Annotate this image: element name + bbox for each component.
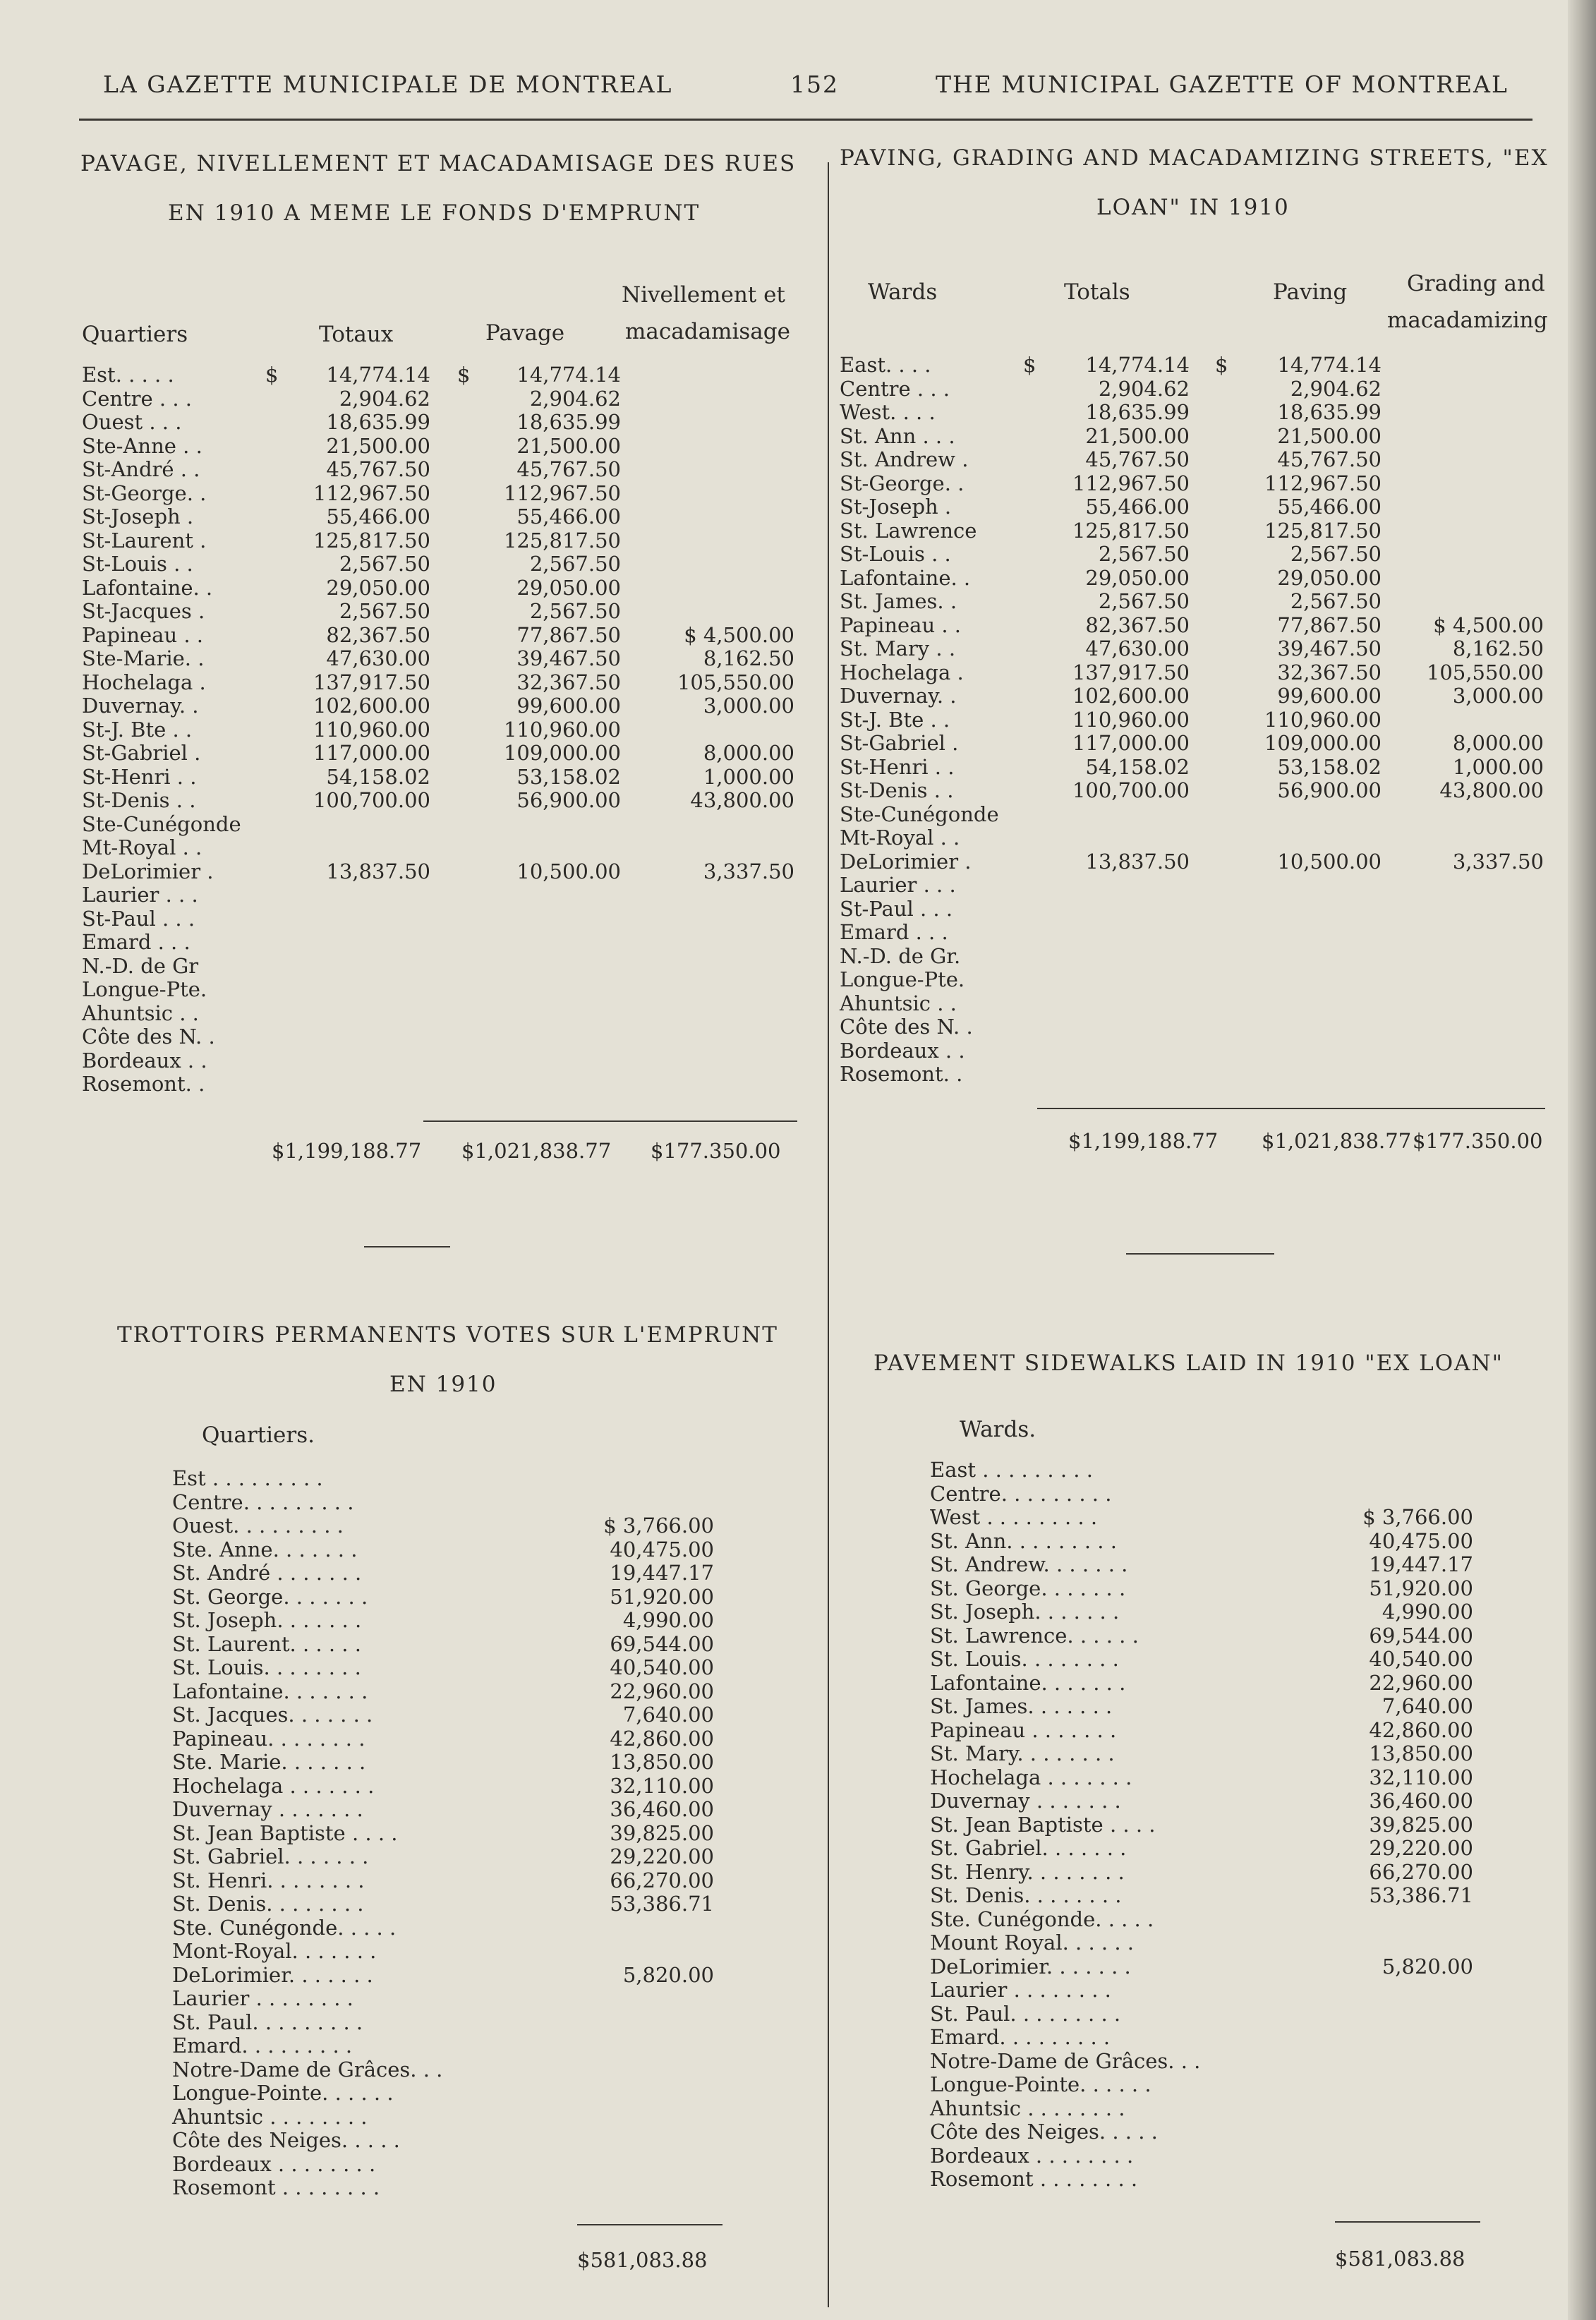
sidewalks-fr-total-rule (577, 2224, 723, 2225)
cell-total: 13,837.50 (1085, 849, 1190, 874)
ward-name: St. James. . (840, 589, 957, 613)
ward-name: St. Gabriel. . . . . . . (172, 1844, 369, 1868)
cell-amount: 13,850.00 (1369, 1741, 1473, 1765)
ward-name: St. Joseph. . . . . . . (930, 1600, 1120, 1624)
cell-total: 112,967.50 (313, 481, 430, 505)
ward-name: Ouest . . . (82, 410, 182, 434)
ward-name: St-Gabriel . (840, 731, 959, 755)
col-grad-1: Grading and (1407, 271, 1545, 296)
cell-amount: 22,960.00 (610, 1679, 714, 1703)
ward-name: Longue-Pointe. . . . . . (172, 2081, 394, 2105)
column-divider (828, 162, 829, 2307)
cell-total: 137,917.50 (1072, 660, 1190, 684)
cell-amount: 53,386.71 (610, 1892, 714, 1916)
col-pavage: Pavage (485, 320, 565, 346)
ward-name: St-Joseph . (82, 505, 194, 528)
ward-name: DeLorimier. . . . . . . (172, 1962, 373, 1987)
cell-total: 14,774.14 (1085, 353, 1190, 377)
cell-amount: 4,990.00 (1382, 1600, 1473, 1624)
ward-name: Laurier . . . . . . . . (172, 1986, 353, 2010)
cell-total: 47,630.00 (326, 646, 430, 670)
cell-total: 102,600.00 (313, 694, 430, 718)
cell-amount: 19,447.17 (610, 1561, 714, 1585)
cell-total: 29,050.00 (1085, 565, 1190, 590)
cell-total: 2,904.62 (339, 386, 430, 411)
ward-name: Centre. . . . . . . . . (172, 1490, 354, 1514)
sidewalks-fr-title-1: TROTTOIRS PERMANENTS VOTES SUR L'EMPRUNT (117, 1322, 778, 1348)
ward-name: Côte des Neiges. . . . . (172, 2128, 400, 2152)
cell-grading: 8,162.50 (1452, 636, 1544, 660)
ward-name: Laurier . . . (840, 873, 956, 897)
ward-name: St-Paul . . . (82, 906, 195, 931)
ward-name: St-Laurent . (82, 528, 207, 552)
ward-name: St. Denis. . . . . . . . (930, 1883, 1122, 1907)
cell-total: 82,367.50 (1085, 612, 1190, 637)
ward-name: West. . . . (840, 400, 936, 424)
cell-paving: 77,867.50 (1277, 612, 1382, 637)
cell-total: 2,567.50 (339, 599, 430, 623)
cell-amount: 19,447.17 (1369, 1552, 1473, 1576)
dollar-sign: $ (457, 363, 471, 387)
paving-fr-total-pavage: $1,021,838.77 (461, 1139, 612, 1163)
ward-name: Notre-Dame de Grâces. . . (172, 2057, 443, 2082)
cell-amount: $ 3,766.00 (1362, 1505, 1473, 1529)
cell-pavage: 77,867.50 (516, 622, 621, 647)
ward-name: St-Paul . . . (840, 896, 953, 921)
ward-name: St. Lawrence (840, 518, 977, 543)
ward-name: Ste-Cunégonde (840, 802, 999, 826)
ward-name: Est. . . . . (82, 363, 174, 387)
cell-amount: 51,920.00 (1369, 1576, 1473, 1600)
header-right: THE MUNICIPAL GAZETTE OF MONTREAL (936, 71, 1509, 98)
cell-amount: 13,850.00 (610, 1750, 714, 1774)
paving-fr-title-1: PAVAGE, NIVELLEMENT ET MACADAMISAGE DES RUES (80, 151, 797, 176)
cell-paving: 112,967.50 (1264, 471, 1382, 495)
cell-amount: 42,860.00 (1369, 1717, 1473, 1742)
cell-amount: 66,270.00 (1369, 1859, 1473, 1884)
ward-name: Ahuntsic . . . . . . . . (930, 2096, 1125, 2120)
cell-amount: 40,475.00 (610, 1537, 714, 1561)
ward-name: Ste. Anne. . . . . . . (172, 1537, 358, 1561)
col-niv-2: macadamisage (625, 319, 790, 344)
ward-name: Rosemont. . (840, 1062, 963, 1086)
ward-name: Emard . . . (82, 930, 191, 954)
cell-total: 125,817.50 (1072, 518, 1190, 543)
paving-fr-total-rule (423, 1120, 797, 1122)
ward-name: St. Henri. . . . . . . . (172, 1868, 365, 1892)
cell-total: 29,050.00 (326, 575, 430, 600)
ward-name: Bordeaux . . (82, 1048, 207, 1073)
cell-amount: 29,220.00 (1369, 1836, 1473, 1860)
cell-amount: 39,825.00 (1369, 1812, 1473, 1837)
ward-name: St-Henri . . (82, 764, 197, 789)
col-totals: Totals (1064, 279, 1130, 305)
ward-name: St-André . . (82, 457, 200, 481)
ward-name: Laurier . . . . . . . . (930, 1978, 1111, 2002)
cell-amount: 40,540.00 (1369, 1647, 1473, 1671)
col-quartiers: Quartiers (82, 322, 188, 347)
cell-total: 2,567.50 (339, 552, 430, 576)
ward-name: St. George. . . . . . . (930, 1576, 1126, 1600)
cell-pavage: 14,774.14 (516, 363, 621, 387)
cell-amount: 51,920.00 (610, 1584, 714, 1609)
ward-name: St-Joseph . (840, 495, 952, 519)
cell-total: 18,635.99 (326, 410, 430, 434)
ward-name: Ouest. . . . . . . . . (172, 1514, 344, 1537)
cell-grading: 3,337.50 (1452, 849, 1544, 874)
page-number: 152 (790, 71, 839, 98)
cell-total: 2,904.62 (1098, 376, 1190, 401)
dollar-sign: $ (265, 363, 279, 387)
cell-paving: 21,500.00 (1277, 423, 1382, 448)
cell-pavage: 99,600.00 (516, 694, 621, 718)
cell-total: 54,158.02 (326, 764, 430, 789)
sidewalks-en-total: $581,083.88 (1335, 2247, 1465, 2271)
cell-total: 54,158.02 (1085, 754, 1190, 779)
ward-name: Ahuntsic . . (840, 991, 957, 1015)
ward-name: Centre. . . . . . . . . (930, 1481, 1112, 1506)
ward-name: West . . . . . . . . . (930, 1505, 1098, 1529)
cell-paving: 125,817.50 (1264, 518, 1382, 543)
cell-amount: 32,110.00 (610, 1773, 714, 1798)
ward-name: Ste-Marie. . (82, 646, 205, 670)
paving-en-title-2: LOAN" IN 1910 (1096, 195, 1290, 220)
cell-paving: 110,960.00 (1264, 707, 1382, 732)
cell-total: 117,000.00 (1072, 731, 1190, 755)
cell-paving: 18,635.99 (1277, 400, 1382, 424)
cell-total: 2,567.50 (1098, 542, 1190, 566)
cell-nivellement: $ 4,500.00 (684, 622, 794, 647)
dollar-sign: $ (1023, 353, 1036, 377)
section-separator-en (1126, 1253, 1274, 1255)
ward-name: Longue-Pointe. . . . . . (930, 2072, 1151, 2096)
paving-fr-total-niv: $177.350.00 (651, 1139, 781, 1163)
ward-name: St. Louis. . . . . . . . (172, 1655, 361, 1679)
ward-name: Ste. Marie. . . . . . . (172, 1750, 366, 1774)
cell-grading: 8,000.00 (1452, 731, 1544, 755)
cell-paving: 32,367.50 (1277, 660, 1382, 684)
paving-en-title-1: PAVING, GRADING AND MACADAMIZING STREETS, "EX (840, 145, 1549, 171)
cell-grading: 1,000.00 (1452, 754, 1544, 779)
cell-paving: 39,467.50 (1277, 636, 1382, 660)
col-paving: Paving (1273, 279, 1348, 305)
cell-amount: 40,540.00 (610, 1655, 714, 1679)
cell-pavage: 125,817.50 (503, 528, 621, 552)
ward-name: St. Jean Baptiste . . . . (930, 1812, 1156, 1837)
ward-name: Hochelaga . (840, 660, 964, 684)
cell-total: 13,837.50 (326, 859, 430, 883)
cell-grading: $ 4,500.00 (1433, 612, 1544, 637)
header-rule (79, 119, 1532, 121)
cell-pavage: 32,367.50 (516, 670, 621, 694)
cell-total: 47,630.00 (1085, 636, 1190, 660)
cell-pavage: 18,635.99 (516, 410, 621, 434)
ward-name: St. Mary. . . . . . . . (930, 1741, 1115, 1765)
ward-name: St. Lawrence. . . . . . (930, 1623, 1139, 1648)
ward-name: Mt-Royal . . (840, 826, 960, 850)
ward-name: St-Louis . . (82, 552, 193, 576)
ward-name: East . . . . . . . . . (930, 1458, 1093, 1482)
cell-total: 55,466.00 (1085, 495, 1190, 519)
cell-nivellement: 8,162.50 (703, 646, 794, 670)
ward-name: Hochelaga . . . . . . . (930, 1765, 1132, 1789)
cell-amount: 5,820.00 (1382, 1954, 1473, 1978)
ward-name: Bordeaux . . . . . . . . (930, 2143, 1134, 2168)
ward-name: Longue-Pte. (840, 967, 965, 991)
cell-paving: 55,466.00 (1277, 495, 1382, 519)
ward-name: St-Denis . . (82, 788, 196, 812)
cell-total: 102,600.00 (1072, 684, 1190, 708)
cell-amount: 4,990.00 (622, 1608, 714, 1632)
cell-total: 137,917.50 (313, 670, 430, 694)
cell-nivellement: 43,800.00 (690, 788, 794, 812)
ward-name: Papineau. . . . . . . . (172, 1726, 365, 1751)
ward-name: Mont-Royal. . . . . . . (172, 1939, 377, 1963)
cell-amount: 39,825.00 (610, 1820, 714, 1845)
ward-name: Duvernay . . . . . . . (172, 1797, 363, 1821)
ward-name: Côte des N. . (82, 1025, 215, 1049)
ward-name: Hochelaga . (82, 670, 206, 694)
ward-name: Papineau . . (82, 622, 204, 647)
ward-name: St. Paul. . . . . . . . . (172, 2010, 363, 2034)
cell-pavage: 112,967.50 (503, 481, 621, 505)
cell-amount: 53,386.71 (1369, 1883, 1473, 1907)
ward-name: DeLorimier . (840, 849, 972, 874)
ward-name: Papineau . . . . . . . (930, 1717, 1117, 1742)
cell-total: 112,967.50 (1072, 471, 1190, 495)
ward-name: Duvernay. . (840, 684, 957, 708)
cell-total: 14,774.14 (326, 363, 430, 387)
ward-name: St. Joseph. . . . . . . (172, 1608, 362, 1632)
cell-pavage: 2,904.62 (529, 386, 621, 411)
ward-name: St-J. Bte . . (82, 717, 193, 742)
cell-paving: 99,600.00 (1277, 684, 1382, 708)
dollar-sign: $ (1215, 353, 1228, 377)
cell-total: 117,000.00 (313, 741, 430, 765)
cell-total: 82,367.50 (326, 622, 430, 647)
col-niv-1: Nivellement et (622, 282, 785, 308)
ward-name: Lafontaine. . . . . . . (172, 1679, 368, 1703)
cell-paving: 45,767.50 (1277, 447, 1382, 471)
cell-grading: 43,800.00 (1439, 778, 1544, 802)
paving-fr-total-totaux: $1,199,188.77 (272, 1139, 422, 1163)
cell-total: 100,700.00 (1072, 778, 1190, 802)
paving-fr-title-2: EN 1910 A MEME LE FONDS D'EMPRUNT (168, 200, 701, 226)
cell-nivellement: 105,550.00 (677, 670, 794, 694)
cell-pavage: 29,050.00 (516, 575, 621, 600)
ward-name: Duvernay. . (82, 694, 199, 718)
cell-pavage: 2,567.50 (529, 599, 621, 623)
ward-name: St. Denis. . . . . . . . (172, 1892, 364, 1916)
cell-amount: 7,640.00 (622, 1703, 714, 1727)
ward-name: Ste-Cunégonde (82, 811, 241, 836)
ward-name: Duvernay . . . . . . . (930, 1789, 1121, 1813)
cell-paving: 53,158.02 (1277, 754, 1382, 779)
ward-name: Rosemont . . . . . . . . (930, 2167, 1138, 2191)
cell-pavage: 21,500.00 (516, 433, 621, 458)
col-totaux: Totaux (319, 322, 394, 347)
section-separator-fr (364, 1246, 450, 1247)
ward-name: St-Louis . . (840, 542, 951, 566)
ward-name: Rosemont . . . . . . . . (172, 2175, 380, 2199)
ward-name: East. . . . (840, 353, 931, 377)
col-wards: Wards (868, 279, 938, 305)
ward-name: Notre-Dame de Grâces. . . (930, 2048, 1201, 2073)
cell-paving: 10,500.00 (1277, 849, 1382, 874)
ward-name: Hochelaga . . . . . . . (172, 1773, 375, 1798)
ward-name: St. Henry. . . . . . . . (930, 1859, 1125, 1884)
sidewalks-en-title: PAVEMENT SIDEWALKS LAID IN 1910 "EX LOAN" (873, 1351, 1504, 1376)
ward-name: Emard . . . (840, 920, 948, 944)
cell-nivellement: 3,000.00 (703, 694, 794, 718)
cell-pavage: 39,467.50 (516, 646, 621, 670)
cell-nivellement: 3,337.50 (703, 859, 794, 883)
ward-name: Emard. . . . . . . . . (930, 2025, 1111, 2049)
ward-name: Laurier . . . (82, 883, 198, 907)
cell-amount: 69,544.00 (610, 1631, 714, 1656)
ward-name: Centre . . . (840, 376, 950, 401)
cell-amount: 66,270.00 (610, 1868, 714, 1892)
ward-name: Côte des Neiges. . . . . (930, 2120, 1158, 2144)
ward-name: Emard. . . . . . . . . (172, 2034, 353, 2058)
cell-paving: 56,900.00 (1277, 778, 1382, 802)
page-edge-shadow (1568, 0, 1596, 2320)
ward-name: Mt-Royal . . (82, 835, 202, 859)
ward-name: Lafontaine. . (840, 565, 971, 590)
ward-name: Ste. Cunégonde. . . . . (172, 1915, 397, 1940)
cell-amount: 29,220.00 (610, 1844, 714, 1868)
ward-name: N.-D. de Gr (82, 953, 199, 978)
ward-name: St. Ann . . . (840, 423, 955, 448)
ward-name: Papineau . . (840, 612, 962, 637)
cell-paving: 29,050.00 (1277, 565, 1382, 590)
ward-name: St. Jacques. . . . . . . (172, 1703, 373, 1727)
paving-en-total-grad: $177.350.00 (1413, 1129, 1543, 1153)
ward-name: Ste. Cunégonde. . . . . (930, 1907, 1154, 1931)
ward-name: St-George. . (840, 471, 965, 495)
paving-en-total-totals: $1,199,188.77 (1068, 1129, 1219, 1153)
ward-name: Lafontaine. . (82, 575, 213, 600)
cell-total: 55,466.00 (326, 505, 430, 528)
cell-nivellement: 8,000.00 (703, 741, 794, 765)
cell-paving: 2,567.50 (1290, 542, 1382, 566)
ward-name: St-J. Bte . . (840, 707, 950, 732)
sidewalks-fr-title-2: EN 1910 (389, 1372, 497, 1397)
cell-pavage: 45,767.50 (516, 457, 621, 481)
paving-en-total-rule (1037, 1108, 1545, 1109)
ward-name: St-Jacques . (82, 599, 205, 623)
sidewalks-fr-col: Quartiers. (202, 1422, 315, 1448)
ward-name: Ahuntsic . . (82, 1001, 199, 1025)
cell-total: 125,817.50 (313, 528, 430, 552)
sidewalks-en-col: Wards. (960, 1417, 1036, 1442)
ward-name: Ste-Anne . . (82, 433, 202, 458)
cell-pavage: 10,500.00 (516, 859, 621, 883)
cell-total: 110,960.00 (313, 717, 430, 742)
cell-amount: 5,820.00 (622, 1962, 714, 1987)
cell-pavage: 55,466.00 (516, 505, 621, 528)
cell-total: 18,635.99 (1085, 400, 1190, 424)
ward-name: St. Louis. . . . . . . . (930, 1647, 1119, 1671)
cell-amount: 22,960.00 (1369, 1670, 1473, 1695)
ward-name: St. Andrew . (840, 447, 969, 471)
paving-en-total-paving: $1,021,838.77 (1262, 1129, 1412, 1153)
ward-name: Est . . . . . . . . . (172, 1466, 323, 1490)
ward-name: St. George. . . . . . . (172, 1584, 368, 1609)
cell-paving: 2,904.62 (1290, 376, 1382, 401)
ward-name: Bordeaux . . (840, 1038, 965, 1063)
ward-name: N.-D. de Gr. (840, 943, 961, 968)
cell-amount: 36,460.00 (610, 1797, 714, 1821)
cell-amount: 40,475.00 (1369, 1528, 1473, 1553)
cell-total: 45,767.50 (1085, 447, 1190, 471)
cell-amount: 7,640.00 (1382, 1694, 1473, 1718)
ward-name: St. Ann. . . . . . . . . (930, 1528, 1117, 1553)
ward-name: Mount Royal. . . . . . (930, 1931, 1135, 1955)
cell-paving: 2,567.50 (1290, 589, 1382, 613)
ward-name: DeLorimier . (82, 859, 214, 883)
ward-name: St. André . . . . . . . (172, 1561, 362, 1585)
ward-name: Côte des N. . (840, 1015, 973, 1039)
col-grad-2: macadamizing (1387, 308, 1548, 333)
cell-grading: 3,000.00 (1452, 684, 1544, 708)
ward-name: St-Denis . . (840, 778, 954, 802)
cell-total: 21,500.00 (326, 433, 430, 458)
ward-name: St. Paul. . . . . . . . . (930, 2001, 1121, 2026)
ward-name: St-Gabriel . (82, 741, 201, 765)
cell-total: 100,700.00 (313, 788, 430, 812)
ward-name: Lafontaine. . . . . . . (930, 1670, 1126, 1695)
ward-name: St. Andrew. . . . . . . (930, 1552, 1128, 1576)
cell-paving: 109,000.00 (1264, 731, 1382, 755)
ward-name: St. Gabriel. . . . . . . (930, 1836, 1127, 1860)
ward-name: Centre . . . (82, 386, 193, 411)
header-left: LA GAZETTE MUNICIPALE DE MONTREAL (103, 71, 673, 98)
cell-total: 110,960.00 (1072, 707, 1190, 732)
cell-total: 21,500.00 (1085, 423, 1190, 448)
cell-amount: 42,860.00 (610, 1726, 714, 1751)
ward-name: Ahuntsic . . . . . . . . (172, 2104, 368, 2129)
cell-pavage: 2,567.50 (529, 552, 621, 576)
ward-name: St. James. . . . . . . (930, 1694, 1113, 1718)
ward-name: Bordeaux . . . . . . . . (172, 2151, 376, 2176)
ward-name: Rosemont. . (82, 1072, 205, 1096)
ward-name: St-Henri . . (840, 754, 955, 779)
cell-grading: 105,550.00 (1426, 660, 1544, 684)
sidewalks-fr-total: $581,083.88 (577, 2248, 708, 2272)
cell-nivellement: 1,000.00 (703, 764, 794, 789)
ward-name: Longue-Pte. (82, 977, 207, 1001)
ward-name: St-George. . (82, 481, 207, 505)
ward-name: St. Mary . . (840, 636, 956, 660)
cell-pavage: 110,960.00 (503, 717, 621, 742)
cell-total: 2,567.50 (1098, 589, 1190, 613)
cell-amount: $ 3,766.00 (603, 1514, 714, 1537)
cell-amount: 36,460.00 (1369, 1789, 1473, 1813)
cell-pavage: 56,900.00 (516, 788, 621, 812)
sidewalks-en-total-rule (1335, 2221, 1480, 2223)
ward-name: DeLorimier. . . . . . . (930, 1954, 1131, 1978)
cell-amount: 32,110.00 (1369, 1765, 1473, 1789)
cell-pavage: 109,000.00 (503, 741, 621, 765)
cell-amount: 69,544.00 (1369, 1623, 1473, 1648)
cell-paving: 14,774.14 (1277, 353, 1382, 377)
cell-total: 45,767.50 (326, 457, 430, 481)
cell-pavage: 53,158.02 (516, 764, 621, 789)
ward-name: St. Laurent. . . . . . (172, 1631, 361, 1656)
ward-name: St. Jean Baptiste . . . . (172, 1820, 398, 1845)
